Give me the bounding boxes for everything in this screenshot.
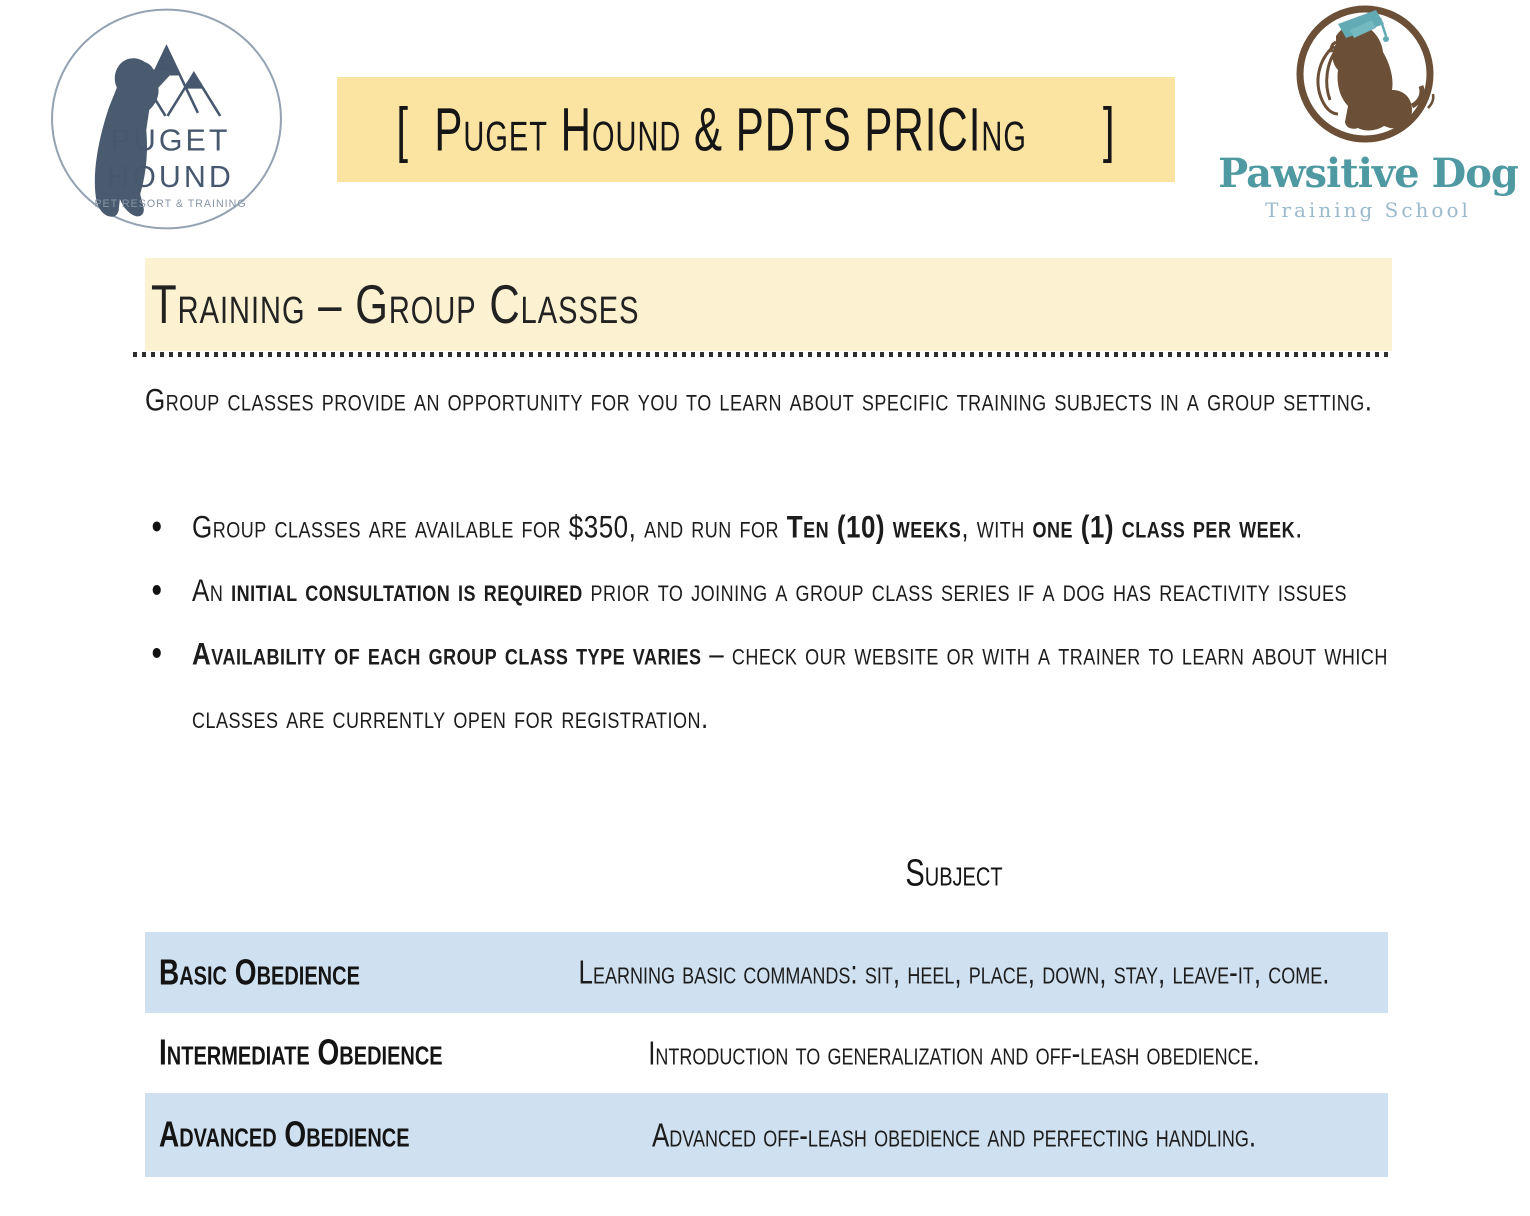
class-name-cell: Basic Obedience: [159, 952, 360, 992]
class-name-cell: Intermediate Obedience: [159, 1032, 443, 1073]
svg-text:PET RESORT & TRAINING: PET RESORT & TRAINING: [94, 198, 247, 211]
section-header-band: [145, 258, 1392, 351]
bullet-text: Availability of each group class type varies – check our website or with a trainer to learn about which classes are currently open for registration.: [192, 635, 1388, 736]
svg-text:PUGET: PUGET: [110, 123, 231, 158]
title-banner: [337, 77, 1175, 182]
group-classes-table: [145, 932, 1388, 1177]
pawsitive-dog-logo-icon: [1288, 2, 1442, 150]
bullet-text: Group classes are available for $350, and run for Ten (10) weeks, with one (1) class per week.: [192, 508, 1303, 546]
bullet-icon: ●: [151, 576, 163, 603]
svg-text:HOUND: HOUND: [107, 159, 234, 194]
group-classes-bullet-list: [145, 495, 1407, 749]
table-row: [145, 932, 1388, 1013]
bullet-item: [145, 558, 1407, 621]
section-title: Training – Group Classes: [151, 273, 640, 335]
table-row: [145, 1013, 1388, 1093]
class-name-cell: Advanced Obedience: [159, 1114, 410, 1155]
bullet-icon: ●: [151, 640, 163, 666]
bullet-text: An initial consultation is required prior to joining a group class series if a dog has reactivity issues: [192, 571, 1347, 609]
intro-paragraph: Group classes provide an opportunity for you to learn about specific training subjects in a group setting.: [145, 381, 1373, 419]
bullet-icon: ●: [151, 513, 163, 539]
pawsitive-logo-subtitle: Training School: [1265, 198, 1471, 222]
subject-cell: Introduction to generalization and off-leash obedience.: [648, 1033, 1260, 1072]
bullet-item: [145, 495, 1407, 558]
puget-hound-logo-icon: [48, 6, 286, 232]
table-column-header-subject: Subject: [905, 853, 1003, 895]
pawsitive-dog-logo: [1288, 2, 1442, 150]
puget-hound-logo: [48, 6, 286, 232]
page-title: [ Puget Hound & PDTS PRICIng ]: [396, 94, 1116, 163]
subject-cell: Learning basic commands: sit, heel, place, down, stay, leave-it, come.: [578, 952, 1330, 992]
bullet-item: [145, 622, 1407, 749]
dotted-divider: [133, 352, 1393, 357]
pawsitive-logo-name: Pawsitive Dog: [1218, 150, 1518, 197]
table-row: [145, 1093, 1388, 1177]
subject-cell: Advanced off-leash obedience and perfecting handling.: [651, 1115, 1257, 1154]
